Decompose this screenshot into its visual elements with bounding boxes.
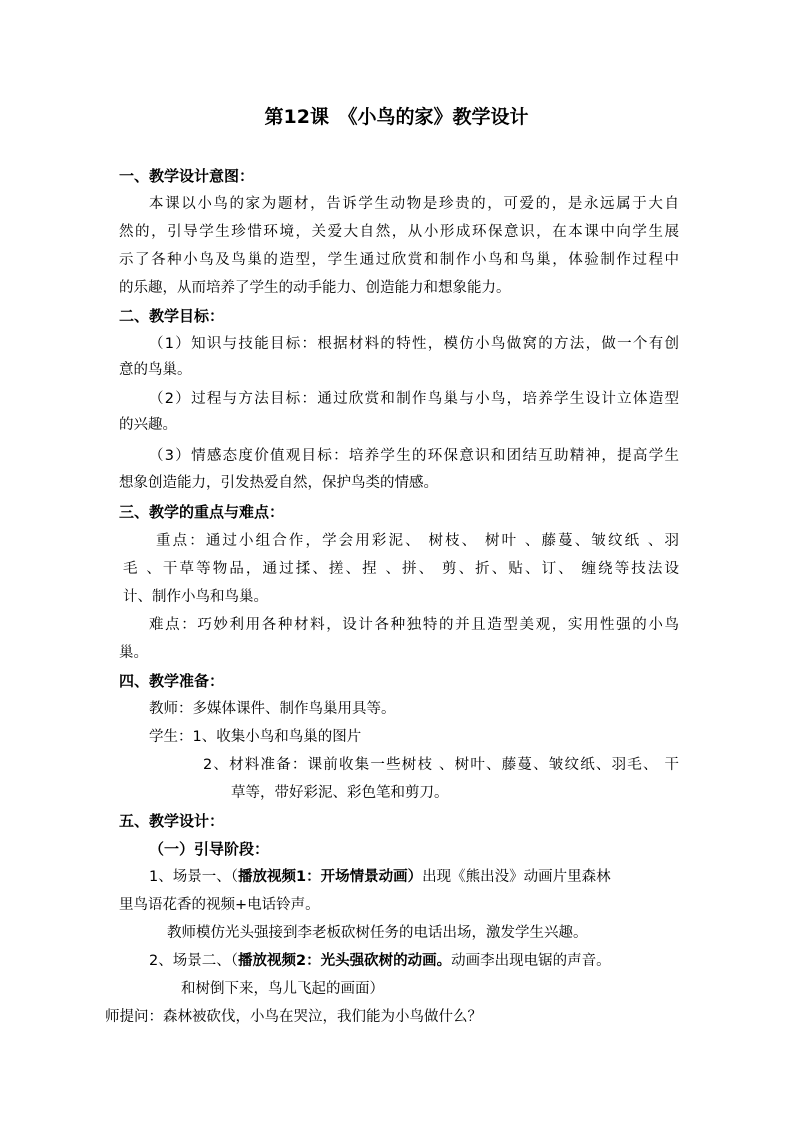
- key-point-line: 毛 、干草等物品，通过揉、搓、捏 、拼、 剪、折、贴、订、 缠绕等技法设: [123, 561, 679, 577]
- document-title: 第12课 《小鸟的家》教学设计: [264, 106, 529, 128]
- section-heading-design: 五、教学设计：: [119, 812, 225, 830]
- scene-two-line: [149, 951, 679, 971]
- student-preparation: 学生：1、收集小鸟和鸟巢的图片: [149, 729, 362, 745]
- objective-knowledge-line: 意的鸟巢。: [119, 362, 192, 378]
- objective-emotion-line: 想象创造能力，引发热爱自然，保护鸟类的情感。: [119, 475, 438, 491]
- scene-one-description: 出现《熊出没》动画片里森林: [422, 869, 611, 885]
- section-heading-preparation: 四、教学准备：: [119, 672, 225, 690]
- objective-process-line: （2）过程与方法目标：通过欣赏和制作鸟巢与小鸟，培养学生设计立体造型: [149, 391, 679, 407]
- paragraph-line: 本课以小鸟的家为题材，告诉学生动物是珍贵的，可爱的，是永远属于大自: [149, 196, 679, 212]
- key-point-line: 重点：通过小组合作，学会用彩泥、 树枝、 树叶 、藤蔓、皱纹纸 、羽: [156, 533, 679, 549]
- key-point-line: 计、制作小鸟和鸟巢。: [123, 589, 268, 605]
- objective-emotion-line: （3）情感态度价值观目标：培养学生的环保意识和团结互助精神，提高学生: [149, 448, 679, 464]
- scene-two-description: 动画李出现电锯的声音。: [451, 953, 611, 969]
- scene-one-line: 里鸟语花香的视频+电话铃声。: [119, 897, 320, 913]
- difficult-point-line: 难点：巧妙利用各种材料，设计各种独特的并且造型美观，实用性强的小鸟: [149, 617, 679, 633]
- teacher-question: 师提问：森林被砍伐，小鸟在哭泣，我们能为小鸟做什么？: [105, 1009, 482, 1025]
- paragraph-line: 然的，引导学生珍惜环境，关爱大自然，从小形成环保意识，在本课中向学生展: [119, 224, 679, 240]
- scene-two-line: 和树倒下来，鸟儿飞起的画面）: [181, 981, 384, 997]
- objective-process-line: 的兴趣。: [119, 417, 177, 433]
- objective-knowledge-line: （1）知识与技能目标：根据材料的特性，模仿小鸟做窝的方法，做一个有创: [149, 336, 679, 352]
- student-materials-line: 草等，带好彩泥、彩色笔和剪刀。: [231, 785, 449, 801]
- section-heading-objectives: 二、教学目标：: [119, 307, 225, 325]
- difficult-point-line: 巢。: [119, 645, 148, 661]
- scene-one-line: [149, 867, 679, 887]
- teacher-role-play: 教师模仿光头强接到李老板砍树任务的电话出场，激发学生兴趣。: [167, 925, 588, 941]
- scene-one-prefix: 1、场景一、（: [149, 869, 238, 885]
- section-heading-design-intent: 一、教学设计意图：: [119, 167, 255, 185]
- paragraph-line: 的乐趣，从而培养了学生的动手能力、创造能力和想象能力。: [119, 280, 511, 296]
- paragraph-line: 示了各种小鸟及鸟巢的造型，学生通过欣赏和制作小鸟和鸟巢，体验制作过程中: [119, 252, 679, 268]
- student-materials-line: 2、材料准备：课前收集一些树枝 、树叶、藤蔓、皱纹纸、羽毛、 干: [203, 757, 679, 773]
- scene-one-video-label: 播放视频1：开场情景动画）: [237, 869, 423, 885]
- subsection-heading-guide: （一）引导阶段：: [149, 840, 270, 858]
- scene-two-prefix: 2、场景二、（: [149, 953, 238, 969]
- teacher-preparation: 教师：多媒体课件、制作鸟巢用具等。: [149, 701, 396, 717]
- section-heading-key-difficult: 三、教学的重点与难点：: [119, 503, 285, 521]
- scene-two-video-label: 播放视频2：光头强砍树的动画。: [237, 953, 452, 969]
